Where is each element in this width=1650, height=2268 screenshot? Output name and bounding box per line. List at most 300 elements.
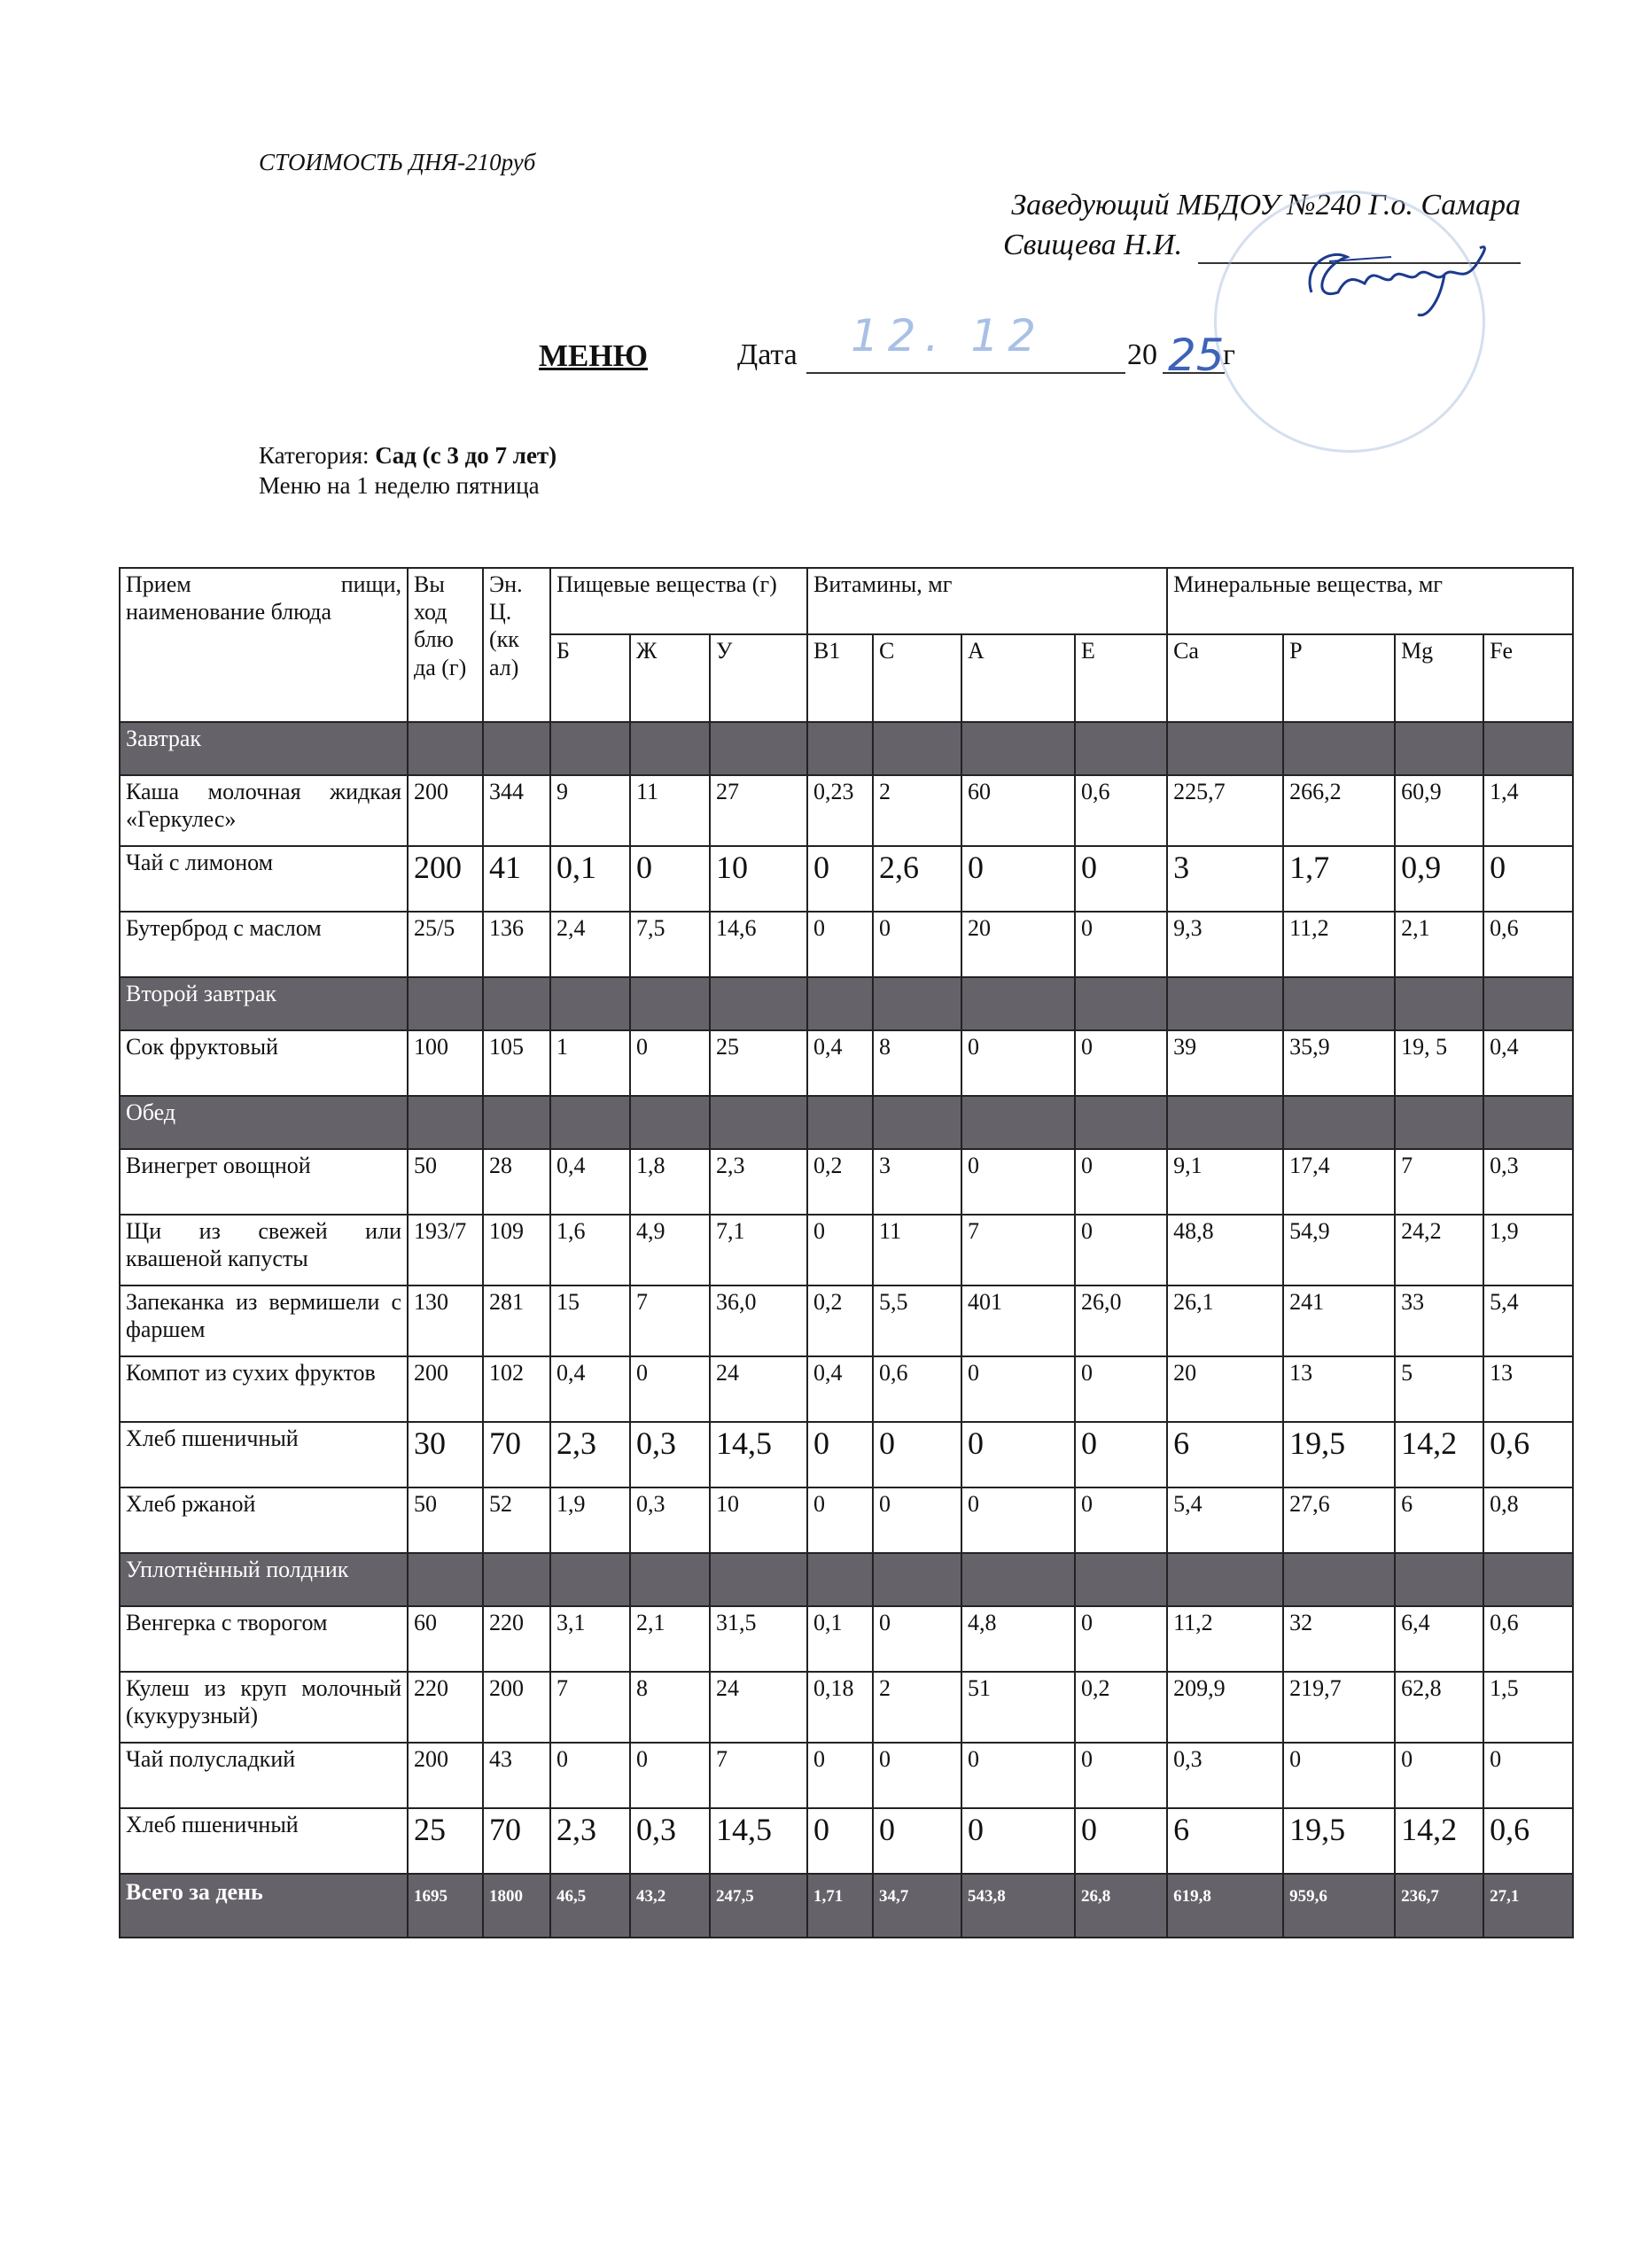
value-cell: 5,4: [1167, 1487, 1283, 1553]
value-cell: 17,4: [1283, 1149, 1395, 1215]
section-cell: [873, 1553, 961, 1606]
value-cell: 0: [961, 1487, 1075, 1553]
value-cell: 0,3: [1483, 1149, 1573, 1215]
value-cell: 0: [630, 1743, 710, 1808]
value-cell: 39: [1167, 1030, 1283, 1096]
menu-title: МЕНЮ: [539, 338, 649, 373]
table-row: [120, 1356, 1573, 1422]
section-row: [120, 977, 1573, 1030]
value-cell: 0: [873, 1743, 961, 1808]
value-cell: 24,2: [1395, 1215, 1483, 1285]
value-cell: 11: [630, 775, 710, 846]
section-cell: [1075, 1096, 1167, 1149]
section-label: Уплотнённый полдник: [120, 1553, 408, 1606]
value-cell: 33: [1395, 1285, 1483, 1356]
value-cell: 200: [408, 846, 483, 912]
value-cell: 0: [1075, 1487, 1167, 1553]
section-cell: [873, 977, 961, 1030]
value-cell: 0: [550, 1743, 630, 1808]
value-cell: 7: [710, 1743, 807, 1808]
value-cell: 0,3: [630, 1487, 710, 1553]
value-cell: 2,1: [1395, 912, 1483, 977]
section-cell: [1483, 1096, 1573, 1149]
value-cell: 0,6: [1483, 1606, 1573, 1672]
value-cell: 8: [630, 1672, 710, 1743]
value-cell: 13: [1283, 1356, 1395, 1422]
dish-name: Чай с лимоном: [120, 846, 408, 912]
value-cell: 70: [483, 1808, 550, 1874]
value-cell: 48,8: [1167, 1215, 1283, 1285]
value-cell: 200: [483, 1672, 550, 1743]
value-cell: 50: [408, 1149, 483, 1215]
section-cell: [483, 1553, 550, 1606]
section-cell: [630, 1096, 710, 1149]
total-value: 619,8: [1167, 1874, 1283, 1938]
dish-name: Хлеб пшеничный: [120, 1422, 408, 1487]
section-cell: [408, 1096, 483, 1149]
section-label: Второй завтрак: [120, 977, 408, 1030]
section-cell: [1167, 1096, 1283, 1149]
value-cell: 225,7: [1167, 775, 1283, 846]
value-cell: 0,4: [550, 1356, 630, 1422]
section-cell: [408, 1553, 483, 1606]
value-cell: 50: [408, 1487, 483, 1553]
value-cell: 0: [961, 846, 1075, 912]
value-cell: 7,1: [710, 1215, 807, 1285]
value-cell: 51: [961, 1672, 1075, 1743]
header-meal: Прием пищи, наименование блюда: [120, 568, 408, 722]
value-cell: 6,4: [1395, 1606, 1483, 1672]
value-cell: 25: [408, 1808, 483, 1874]
header-vitamins: Витамины, мг: [807, 568, 1167, 634]
section-cell: [630, 977, 710, 1030]
value-cell: 20: [961, 912, 1075, 977]
header-sub: Е: [1075, 634, 1167, 722]
value-cell: 0: [873, 1422, 961, 1487]
section-cell: [550, 722, 630, 775]
value-cell: 8: [873, 1030, 961, 1096]
value-cell: 28: [483, 1149, 550, 1215]
section-cell: [961, 1096, 1075, 1149]
value-cell: 52: [483, 1487, 550, 1553]
value-cell: 1,5: [1483, 1672, 1573, 1743]
total-value: 1800: [483, 1874, 550, 1938]
date-value: 12. 12: [851, 310, 1046, 361]
value-cell: 30: [408, 1422, 483, 1487]
total-value: 247,5: [710, 1874, 807, 1938]
value-cell: 1,9: [1483, 1215, 1573, 1285]
section-cell: [1075, 1553, 1167, 1606]
value-cell: 4,9: [630, 1215, 710, 1285]
value-cell: 6: [1167, 1808, 1283, 1874]
value-cell: 0: [961, 1030, 1075, 1096]
value-cell: 220: [483, 1606, 550, 1672]
section-cell: [961, 977, 1075, 1030]
value-cell: 4,8: [961, 1606, 1075, 1672]
value-cell: 401: [961, 1285, 1075, 1356]
total-value: 27,1: [1483, 1874, 1573, 1938]
header-sub: В1: [807, 634, 873, 722]
value-cell: 136: [483, 912, 550, 977]
section-cell: [710, 722, 807, 775]
value-cell: 0,2: [807, 1285, 873, 1356]
total-value: 26,8: [1075, 1874, 1167, 1938]
header-yield: Вы ход блю да (г): [408, 568, 483, 722]
value-cell: 10: [710, 1487, 807, 1553]
value-cell: 200: [408, 1743, 483, 1808]
value-cell: 19,5: [1283, 1808, 1395, 1874]
header-nutrients: Пищевые вещества (г): [550, 568, 807, 634]
value-cell: 0,6: [1075, 775, 1167, 846]
value-cell: 0: [1075, 1606, 1167, 1672]
dish-name: Щи из свежей или квашеной капусты: [120, 1215, 408, 1285]
value-cell: 0,4: [807, 1030, 873, 1096]
section-cell: [710, 977, 807, 1030]
value-cell: 27,6: [1283, 1487, 1395, 1553]
value-cell: 0: [961, 1743, 1075, 1808]
value-cell: 2,6: [873, 846, 961, 912]
value-cell: 0: [961, 1808, 1075, 1874]
value-cell: 219,7: [1283, 1672, 1395, 1743]
table-row: [120, 912, 1573, 977]
value-cell: 102: [483, 1356, 550, 1422]
value-cell: 0: [873, 1487, 961, 1553]
value-cell: 0,9: [1395, 846, 1483, 912]
value-cell: 35,9: [1283, 1030, 1395, 1096]
value-cell: 3: [873, 1149, 961, 1215]
section-row: [120, 1096, 1573, 1149]
value-cell: 0: [1075, 1215, 1167, 1285]
table-row: [120, 1672, 1573, 1743]
category-label: Категория:: [259, 442, 370, 469]
value-cell: 24: [710, 1672, 807, 1743]
section-cell: [550, 1096, 630, 1149]
section-cell: [483, 977, 550, 1030]
value-cell: 0: [1075, 1149, 1167, 1215]
approval-name: Свищева Н.И.: [1003, 229, 1183, 261]
total-label: Всего за день: [120, 1874, 408, 1938]
value-cell: 344: [483, 775, 550, 846]
value-cell: 25/5: [408, 912, 483, 977]
value-cell: 1,7: [1283, 846, 1395, 912]
dish-name: Компот из сухих фруктов: [120, 1356, 408, 1422]
menu-table: [119, 567, 1574, 1938]
value-cell: 0: [1075, 1422, 1167, 1487]
section-cell: [1483, 977, 1573, 1030]
value-cell: 241: [1283, 1285, 1395, 1356]
section-cell: [807, 977, 873, 1030]
week-line: Меню на 1 неделю пятница: [259, 472, 540, 499]
section-label: Обед: [120, 1096, 408, 1149]
dish-name: Запеканка из вермишели с фаршем: [120, 1285, 408, 1356]
value-cell: 0: [1075, 1743, 1167, 1808]
value-cell: 1,9: [550, 1487, 630, 1553]
dish-name: Чай полусладкий: [120, 1743, 408, 1808]
section-cell: [1283, 722, 1395, 775]
table-row: [120, 1215, 1573, 1285]
value-cell: 11: [873, 1215, 961, 1285]
section-label: Завтрак: [120, 722, 408, 775]
section-cell: [1395, 977, 1483, 1030]
value-cell: 100: [408, 1030, 483, 1096]
value-cell: 266,2: [1283, 775, 1395, 846]
header-sub: Са: [1167, 634, 1283, 722]
value-cell: 5: [1395, 1356, 1483, 1422]
value-cell: 220: [408, 1672, 483, 1743]
value-cell: 7: [961, 1215, 1075, 1285]
value-cell: 0: [873, 1606, 961, 1672]
value-cell: 0: [1483, 1743, 1573, 1808]
date-label: Дата: [737, 338, 798, 371]
table-row: [120, 1808, 1573, 1874]
value-cell: 41: [483, 846, 550, 912]
dish-name: Кулеш из круп молочный (кукурузный): [120, 1672, 408, 1743]
value-cell: 0: [1283, 1743, 1395, 1808]
dish-name: Хлеб ржаной: [120, 1487, 408, 1553]
dish-name: Бутерброд с маслом: [120, 912, 408, 977]
value-cell: 0: [807, 846, 873, 912]
daily-cost: СТОИМОСТЬ ДНЯ-210руб: [259, 149, 536, 175]
value-cell: 14,6: [710, 912, 807, 977]
total-value: 46,5: [550, 1874, 630, 1938]
section-cell: [1167, 977, 1283, 1030]
value-cell: 36,0: [710, 1285, 807, 1356]
category-value: Сад (с 3 до 7 лет): [375, 442, 557, 469]
value-cell: 1,4: [1483, 775, 1573, 846]
value-cell: 0: [807, 1215, 873, 1285]
value-cell: 25: [710, 1030, 807, 1096]
year-suffix: г: [1223, 338, 1235, 371]
value-cell: 14,5: [710, 1808, 807, 1874]
value-cell: 19, 5: [1395, 1030, 1483, 1096]
section-cell: [630, 1553, 710, 1606]
value-cell: 2,3: [550, 1422, 630, 1487]
section-cell: [483, 1096, 550, 1149]
value-cell: 7: [630, 1285, 710, 1356]
header-sub: Р: [1283, 634, 1395, 722]
table-row: [120, 1487, 1573, 1553]
value-cell: 54,9: [1283, 1215, 1395, 1285]
value-cell: 0,4: [807, 1356, 873, 1422]
value-cell: 0: [630, 1030, 710, 1096]
value-cell: 5,5: [873, 1285, 961, 1356]
header-minerals: Минеральные вещества, мг: [1167, 568, 1573, 634]
table-row: [120, 1743, 1573, 1808]
value-cell: 0,6: [873, 1356, 961, 1422]
value-cell: 0,6: [1483, 1422, 1573, 1487]
value-cell: 20: [1167, 1356, 1283, 1422]
value-cell: 3: [1167, 846, 1283, 912]
value-cell: 7: [550, 1672, 630, 1743]
value-cell: 109: [483, 1215, 550, 1285]
section-cell: [807, 1096, 873, 1149]
section-cell: [1283, 977, 1395, 1030]
value-cell: 0,4: [1483, 1030, 1573, 1096]
value-cell: 26,0: [1075, 1285, 1167, 1356]
value-cell: 0,1: [550, 846, 630, 912]
value-cell: 31,5: [710, 1606, 807, 1672]
value-cell: 6: [1167, 1422, 1283, 1487]
table-row: [120, 1606, 1573, 1672]
value-cell: 0: [1483, 846, 1573, 912]
value-cell: 0,23: [807, 775, 873, 846]
value-cell: 2,1: [630, 1606, 710, 1672]
header-sub: Fe: [1483, 634, 1573, 722]
value-cell: 0: [1075, 1808, 1167, 1874]
total-value: 1,71: [807, 1874, 873, 1938]
date-underline: [806, 372, 1125, 374]
total-value: 543,8: [961, 1874, 1075, 1938]
header-sub: Ж: [630, 634, 710, 722]
section-cell: [961, 722, 1075, 775]
value-cell: 2,3: [550, 1808, 630, 1874]
value-cell: 0,18: [807, 1672, 873, 1743]
value-cell: 193/7: [408, 1215, 483, 1285]
value-cell: 14,2: [1395, 1808, 1483, 1874]
value-cell: 32: [1283, 1606, 1395, 1672]
table-row: [120, 1422, 1573, 1487]
section-row: [120, 1553, 1573, 1606]
value-cell: 1,8: [630, 1149, 710, 1215]
value-cell: 0,3: [630, 1808, 710, 1874]
section-cell: [1075, 722, 1167, 775]
total-value: 236,7: [1395, 1874, 1483, 1938]
section-cell: [710, 1553, 807, 1606]
value-cell: 200: [408, 1356, 483, 1422]
value-cell: 0: [807, 1422, 873, 1487]
header-sub: С: [873, 634, 961, 722]
total-value: 34,7: [873, 1874, 961, 1938]
section-cell: [630, 722, 710, 775]
header-sub: Mg: [1395, 634, 1483, 722]
dish-name: Винегрет овощной: [120, 1149, 408, 1215]
value-cell: 0,6: [1483, 912, 1573, 977]
value-cell: 14,5: [710, 1422, 807, 1487]
total-value: 1695: [408, 1874, 483, 1938]
section-cell: [483, 722, 550, 775]
value-cell: 0: [961, 1422, 1075, 1487]
value-cell: 0: [630, 1356, 710, 1422]
section-cell: [1395, 1553, 1483, 1606]
table-row: [120, 846, 1573, 912]
section-cell: [710, 1096, 807, 1149]
value-cell: 11,2: [1167, 1606, 1283, 1672]
value-cell: 5,4: [1483, 1285, 1573, 1356]
value-cell: 0: [1075, 1356, 1167, 1422]
value-cell: 1,6: [550, 1215, 630, 1285]
section-cell: [1395, 722, 1483, 775]
approval-title: Заведующий МБДОУ №240 Г.о. Самара: [1011, 189, 1521, 221]
value-cell: 15: [550, 1285, 630, 1356]
value-cell: 0,3: [630, 1422, 710, 1487]
total-value: 43,2: [630, 1874, 710, 1938]
section-cell: [1075, 977, 1167, 1030]
section-cell: [961, 1553, 1075, 1606]
dish-name: Сок фруктовый: [120, 1030, 408, 1096]
category-line: [259, 442, 556, 470]
value-cell: 0: [873, 912, 961, 977]
total-row: [120, 1874, 1573, 1938]
section-cell: [807, 1553, 873, 1606]
value-cell: 105: [483, 1030, 550, 1096]
table-row: [120, 1030, 1573, 1096]
section-row: [120, 722, 1573, 775]
value-cell: 60,9: [1395, 775, 1483, 846]
value-cell: 0: [630, 846, 710, 912]
value-cell: 0: [807, 912, 873, 977]
section-cell: [1395, 1096, 1483, 1149]
value-cell: 2,3: [710, 1149, 807, 1215]
section-cell: [1167, 1553, 1283, 1606]
table-row: [120, 1149, 1573, 1215]
value-cell: 0: [961, 1149, 1075, 1215]
value-cell: 26,1: [1167, 1285, 1283, 1356]
value-cell: 2: [873, 775, 961, 846]
header-sub: Б: [550, 634, 630, 722]
section-cell: [408, 977, 483, 1030]
header-energy: Эн. Ц. (кк ал): [483, 568, 550, 722]
dish-name: Каша молочная жидкая «Геркулес»: [120, 775, 408, 846]
total-value: 959,6: [1283, 1874, 1395, 1938]
dish-name: Хлеб пшеничный: [120, 1808, 408, 1874]
signature-scribble: [1294, 230, 1506, 328]
section-cell: [807, 722, 873, 775]
value-cell: 0: [1075, 1030, 1167, 1096]
section-cell: [1483, 722, 1573, 775]
value-cell: 6: [1395, 1487, 1483, 1553]
section-cell: [1483, 1553, 1573, 1606]
value-cell: 0,4: [550, 1149, 630, 1215]
value-cell: 10: [710, 846, 807, 912]
value-cell: 281: [483, 1285, 550, 1356]
section-cell: [550, 977, 630, 1030]
value-cell: 0,2: [1075, 1672, 1167, 1743]
value-cell: 0,8: [1483, 1487, 1573, 1553]
value-cell: 9,3: [1167, 912, 1283, 977]
value-cell: 9: [550, 775, 630, 846]
section-cell: [1283, 1553, 1395, 1606]
value-cell: 0,1: [807, 1606, 873, 1672]
value-cell: 70: [483, 1422, 550, 1487]
table-row: [120, 775, 1573, 846]
value-cell: 7: [1395, 1149, 1483, 1215]
value-cell: 0: [1075, 912, 1167, 977]
value-cell: 0: [807, 1487, 873, 1553]
value-cell: 0,6: [1483, 1808, 1573, 1874]
value-cell: 209,9: [1167, 1672, 1283, 1743]
value-cell: 62,8: [1395, 1672, 1483, 1743]
section-cell: [1167, 722, 1283, 775]
section-cell: [873, 1096, 961, 1149]
table-row: [120, 1285, 1573, 1356]
value-cell: 2: [873, 1672, 961, 1743]
year-value: 25: [1168, 330, 1225, 381]
value-cell: 60: [408, 1606, 483, 1672]
value-cell: 0,2: [807, 1149, 873, 1215]
header-sub: У: [710, 634, 807, 722]
value-cell: 0: [1395, 1743, 1483, 1808]
section-cell: [1283, 1096, 1395, 1149]
value-cell: 0: [961, 1356, 1075, 1422]
value-cell: 2,4: [550, 912, 630, 977]
value-cell: 0,3: [1167, 1743, 1283, 1808]
value-cell: 60: [961, 775, 1075, 846]
value-cell: 0: [873, 1808, 961, 1874]
value-cell: 200: [408, 775, 483, 846]
value-cell: 24: [710, 1356, 807, 1422]
value-cell: 3,1: [550, 1606, 630, 1672]
header-sub: А: [961, 634, 1075, 722]
